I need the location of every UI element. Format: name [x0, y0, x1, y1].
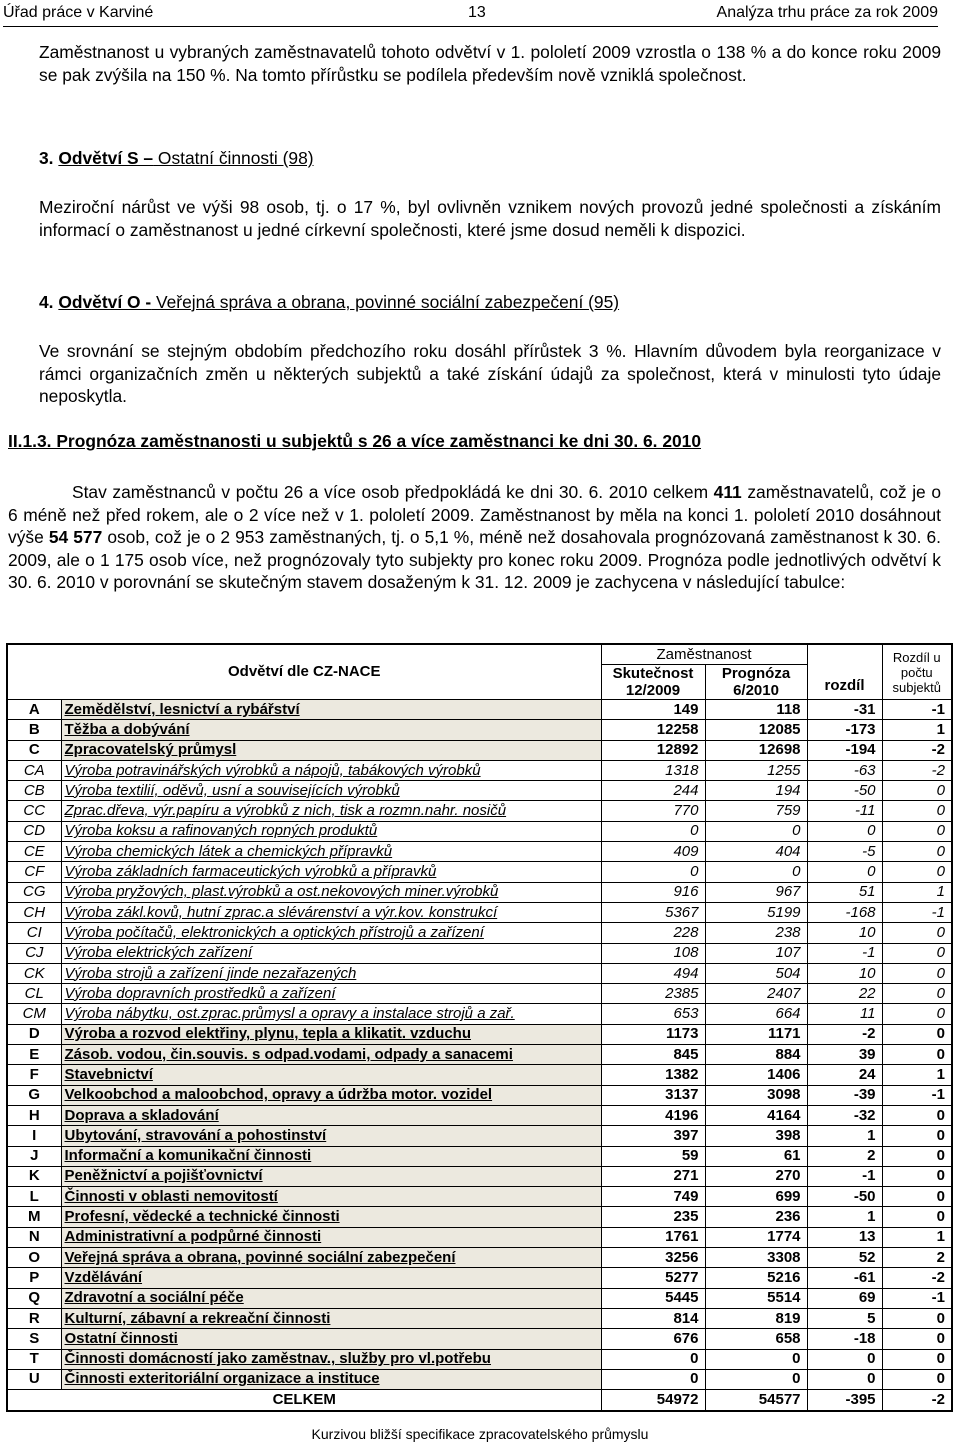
- table-row: [7, 1187, 952, 1207]
- row-sector-name: Ubytování, stravování a pohostinství: [61, 1126, 601, 1146]
- row-actual: 235: [601, 1207, 705, 1227]
- table-row: [7, 720, 952, 740]
- row-difference: -50: [807, 781, 882, 801]
- row-actual: 59: [601, 1146, 705, 1166]
- table-row: [7, 1004, 952, 1024]
- row-sector-name: Kulturní, zábavní a rekreační činnosti: [61, 1308, 601, 1328]
- table-row: [7, 1207, 952, 1227]
- row-sector-name: Výroba koksu a rafinovaných ropných produktů: [61, 821, 601, 841]
- row-actual: 5277: [601, 1268, 705, 1288]
- row-forecast: 884: [705, 1045, 807, 1065]
- row-code: N: [7, 1227, 61, 1247]
- row-actual: 3256: [601, 1248, 705, 1268]
- row-code: J: [7, 1146, 61, 1166]
- row-subject-difference: 0: [882, 1146, 952, 1166]
- row-forecast: 238: [705, 923, 807, 943]
- row-sector-name: Výroba zákl.kovů, hutní zprac.a slévárenství a výr.kov. konstrukcí: [61, 902, 601, 922]
- table-row: [7, 923, 952, 943]
- row-actual: 397: [601, 1126, 705, 1146]
- row-difference: -2: [807, 1024, 882, 1044]
- row-actual: 228: [601, 923, 705, 943]
- row-difference: -32: [807, 1105, 882, 1125]
- row-actual: 0: [601, 862, 705, 882]
- row-forecast: 404: [705, 842, 807, 862]
- row-code: L: [7, 1187, 61, 1207]
- row-code: CI: [7, 923, 61, 943]
- row-code: CA: [7, 760, 61, 780]
- row-code: T: [7, 1349, 61, 1369]
- row-actual: 0: [601, 821, 705, 841]
- table-row: [7, 1045, 952, 1065]
- row-subject-difference: 0: [882, 1329, 952, 1349]
- row-forecast: 12085: [705, 720, 807, 740]
- row-code: K: [7, 1166, 61, 1186]
- table-row: [7, 842, 952, 862]
- row-subject-difference: 0: [882, 801, 952, 821]
- row-difference: -31: [807, 700, 882, 720]
- row-code: P: [7, 1268, 61, 1288]
- row-forecast: 236: [705, 1207, 807, 1227]
- row-code: G: [7, 1085, 61, 1105]
- table-row: [7, 1065, 952, 1085]
- row-code: R: [7, 1308, 61, 1328]
- row-code: CC: [7, 801, 61, 821]
- row-actual: 1761: [601, 1227, 705, 1247]
- row-subject-difference: 0: [882, 1207, 952, 1227]
- row-code: F: [7, 1065, 61, 1085]
- row-forecast: 664: [705, 1004, 807, 1024]
- row-difference: -194: [807, 740, 882, 760]
- table-row: [7, 1329, 952, 1349]
- table-row: [7, 1227, 952, 1247]
- total-difference: -395: [807, 1390, 882, 1412]
- table-row: [7, 1248, 952, 1268]
- row-difference: 13: [807, 1227, 882, 1247]
- row-sector-name: Těžba a dobývání: [61, 720, 601, 740]
- table-row: [7, 963, 952, 983]
- row-forecast: 0: [705, 862, 807, 882]
- row-actual: 749: [601, 1187, 705, 1207]
- row-subject-difference: 0: [882, 1126, 952, 1146]
- row-forecast: 270: [705, 1166, 807, 1186]
- header-actual: Skutečnost 12/2009: [601, 665, 705, 700]
- table-total-row: [7, 1390, 952, 1412]
- row-code: CH: [7, 902, 61, 922]
- row-forecast: 759: [705, 801, 807, 821]
- row-sector-name: Výroba pryžových, plast.výrobků a ost.nekovových miner.výrobků: [61, 882, 601, 902]
- row-subject-difference: 0: [882, 963, 952, 983]
- row-difference: 39: [807, 1045, 882, 1065]
- row-sector-name: Výroba počítačů, elektronických a optických přístrojů a zařízení: [61, 923, 601, 943]
- row-subject-difference: 0: [882, 1024, 952, 1044]
- paragraph-employment-growth: Zaměstnanost u vybraných zaměstnavatelů tohoto odvětví v 1. pololetí 2009 vzrostla o 138 % a do konce roku 2009 se pak zvýšila na 150 %. Na tomto přírůstku se podílela především nově vzniklá společnost.: [39, 42, 941, 85]
- table-row: [7, 801, 952, 821]
- row-sector-name: Výroba nábytku, ost.zprac.průmysl a opravy a instalace strojů a zař.: [61, 1004, 601, 1024]
- row-actual: 1318: [601, 760, 705, 780]
- page-header: [3, 4, 938, 27]
- row-actual: 676: [601, 1329, 705, 1349]
- row-sector-name: Ostatní činnosti: [61, 1329, 601, 1349]
- row-forecast: 61: [705, 1146, 807, 1166]
- table-row: [7, 1268, 952, 1288]
- row-forecast: 4164: [705, 1105, 807, 1125]
- row-subject-difference: -1: [882, 1288, 952, 1308]
- row-difference: 0: [807, 1369, 882, 1389]
- row-subject-difference: 0: [882, 1187, 952, 1207]
- total-subjects: -2: [882, 1390, 952, 1412]
- row-forecast: 5216: [705, 1268, 807, 1288]
- row-actual: 814: [601, 1308, 705, 1328]
- row-subject-difference: 0: [882, 1166, 952, 1186]
- row-sector-name: Velkoobchod a maloobchod, opravy a údržba motor. vozidel: [61, 1085, 601, 1105]
- row-sector-name: Vzdělávání: [61, 1268, 601, 1288]
- row-forecast: 194: [705, 781, 807, 801]
- row-actual: 1173: [601, 1024, 705, 1044]
- row-forecast: 2407: [705, 984, 807, 1004]
- row-subject-difference: 0: [882, 1045, 952, 1065]
- row-code: B: [7, 720, 61, 740]
- row-sector-name: Zásob. vodou, čin.souvis. s odpad.vodami, odpady a sanacemi: [61, 1045, 601, 1065]
- row-difference: 24: [807, 1065, 882, 1085]
- row-difference: 2: [807, 1146, 882, 1166]
- row-difference: 0: [807, 1349, 882, 1369]
- row-sector-name: Administrativní a podpůrné činnosti: [61, 1227, 601, 1247]
- row-actual: 12258: [601, 720, 705, 740]
- table-row: [7, 902, 952, 922]
- row-subject-difference: 1: [882, 1065, 952, 1085]
- row-forecast: 0: [705, 1369, 807, 1389]
- row-forecast: 504: [705, 963, 807, 983]
- row-forecast: 1406: [705, 1065, 807, 1085]
- table-row: [7, 760, 952, 780]
- row-difference: 1: [807, 1207, 882, 1227]
- header-sector: Odvětví dle CZ-NACE: [7, 644, 601, 700]
- row-difference: -63: [807, 760, 882, 780]
- row-sector-name: Zprac.dřeva, výr.papíru a výrobků z nich, tisk a rozmn.nahr. nosičů: [61, 801, 601, 821]
- row-subject-difference: -1: [882, 902, 952, 922]
- row-difference: -5: [807, 842, 882, 862]
- table-row: [7, 781, 952, 801]
- row-sector-name: Výroba textilií, oděvů, usní a souvisejících výrobků: [61, 781, 601, 801]
- row-subject-difference: 0: [882, 1105, 952, 1125]
- row-subject-difference: 1: [882, 882, 952, 902]
- row-code: CE: [7, 842, 61, 862]
- row-code: I: [7, 1126, 61, 1146]
- row-code: D: [7, 1024, 61, 1044]
- row-code: E: [7, 1045, 61, 1065]
- header-subject-difference: Rozdíl u počtu subjektů: [882, 644, 952, 700]
- row-sector-name: Informační a komunikační činnosti: [61, 1146, 601, 1166]
- header-difference: rozdíl: [807, 644, 882, 700]
- row-sector-name: Činnosti v oblasti nemovitostí: [61, 1187, 601, 1207]
- row-subject-difference: 0: [882, 1004, 952, 1024]
- paragraph-sector-o: Ve srovnání se stejným obdobím předchozího roku dosáhl přírůstek 3 %. Hlavním důvodem byla reorganizace v rámci organizačních změn u některých subjektů a také získání údajů za společnost, která v minulosti tyto údaje neposkytla.: [39, 341, 941, 406]
- row-sector-name: Zemědělství, lesnictví a rybářství: [61, 700, 601, 720]
- row-difference: 5: [807, 1308, 882, 1328]
- row-subject-difference: -1: [882, 700, 952, 720]
- row-code: H: [7, 1105, 61, 1125]
- row-forecast: 1255: [705, 760, 807, 780]
- row-sector-name: Výroba dopravních prostředků a zařízení: [61, 984, 601, 1004]
- row-actual: 2385: [601, 984, 705, 1004]
- row-code: CG: [7, 882, 61, 902]
- row-code: Q: [7, 1288, 61, 1308]
- row-forecast: 699: [705, 1187, 807, 1207]
- row-subject-difference: -1: [882, 1085, 952, 1105]
- row-sector-name: Stavebnictví: [61, 1065, 601, 1085]
- row-subject-difference: 0: [882, 923, 952, 943]
- row-subject-difference: 2: [882, 1248, 952, 1268]
- row-subject-difference: 0: [882, 984, 952, 1004]
- row-code: CF: [7, 862, 61, 882]
- row-forecast: 819: [705, 1308, 807, 1328]
- row-forecast: 0: [705, 821, 807, 841]
- row-forecast: 5514: [705, 1288, 807, 1308]
- header-page-number: 13: [468, 4, 486, 21]
- header-office: Úřad práce v Karviné: [3, 4, 154, 21]
- row-difference: -61: [807, 1268, 882, 1288]
- row-forecast: 398: [705, 1126, 807, 1146]
- row-forecast: 3098: [705, 1085, 807, 1105]
- row-actual: 12892: [601, 740, 705, 760]
- header-forecast: Prognóza 6/2010: [705, 665, 807, 700]
- row-sector-name: Doprava a skladování: [61, 1105, 601, 1125]
- row-difference: -173: [807, 720, 882, 740]
- row-forecast: 3308: [705, 1248, 807, 1268]
- row-subject-difference: 0: [882, 862, 952, 882]
- table-row: [7, 1146, 952, 1166]
- row-sector-name: Výroba a rozvod elektřiny, plynu, tepla a klikatit. vzduchu: [61, 1024, 601, 1044]
- table-row: [7, 862, 952, 882]
- row-actual: 271: [601, 1166, 705, 1186]
- table-row: [7, 1369, 952, 1389]
- row-subject-difference: -2: [882, 740, 952, 760]
- row-subject-difference: 1: [882, 720, 952, 740]
- row-code: CM: [7, 1004, 61, 1024]
- row-difference: 1: [807, 1126, 882, 1146]
- table-row: [7, 1024, 952, 1044]
- table-row: [7, 700, 952, 720]
- row-actual: 4196: [601, 1105, 705, 1125]
- row-subject-difference: 0: [882, 1308, 952, 1328]
- row-actual: 3137: [601, 1085, 705, 1105]
- row-difference: 10: [807, 923, 882, 943]
- total-actual: 54972: [601, 1390, 705, 1412]
- row-actual: 149: [601, 700, 705, 720]
- row-subject-difference: 0: [882, 1349, 952, 1369]
- table-row: [7, 740, 952, 760]
- row-sector-name: Zpracovatelský průmysl: [61, 740, 601, 760]
- row-code: C: [7, 740, 61, 760]
- table-body: [7, 700, 952, 1390]
- row-subject-difference: 0: [882, 821, 952, 841]
- row-sector-name: Zdravotní a sociální péče: [61, 1288, 601, 1308]
- paragraph-sector-s: Meziroční nárůst ve výši 98 osob, tj. o 17 %, byl ovlivněn vznikem nových provozů jedné společnosti a získáním informací o zaměstnanost u jedné církevní společnosti, které jsme dosud neměli k dispozici.: [39, 197, 941, 240]
- total-label: CELKEM: [7, 1390, 601, 1412]
- row-subject-difference: 0: [882, 943, 952, 963]
- paragraph-forecast: Stav zaměstnanců v počtu 26 a více osob předpokládá ke dni 30. 6. 2010 celkem 411 zaměstnavatelů, což je o 6 méně než před rokem, ale o 2 více než v 1. pololetí 2009. Zaměstnanost by měla na konci 1. pololetí 2010 dosáhnout výše 54 577 osob, což je o 2 953 zaměstnaných, tj. o 5,1 %, méně než dosahovala prognózovaná zaměstnanost k 30. 6. 2009, ale o 1 175 osob více, než prognózovaly tyto subjekty pro konec roku 2009. Prognóza podle jednotlivých odvětví k 30. 6. 2010 v porovnání se skutečným stavem dosaženým k 31. 12. 2009 je zachycena v následující tabulce:: [8, 482, 941, 592]
- row-actual: 0: [601, 1369, 705, 1389]
- row-forecast: 967: [705, 882, 807, 902]
- table-footnote: Kurzivou bližší specifikace zpracovatelského průmyslu: [311, 1426, 649, 1442]
- row-sector-name: Výroba elektrických zařízení: [61, 943, 601, 963]
- row-forecast: 118: [705, 700, 807, 720]
- table-row: [7, 821, 952, 841]
- section-3-heading: 3. Odvětví S – Ostatní činnosti (98): [39, 148, 314, 168]
- row-difference: 69: [807, 1288, 882, 1308]
- row-forecast: 12698: [705, 740, 807, 760]
- table-row: [7, 943, 952, 963]
- row-difference: -50: [807, 1187, 882, 1207]
- row-sector-name: Výroba strojů a zařízení jinde nezařazených: [61, 963, 601, 983]
- table-row: [7, 1085, 952, 1105]
- table-row: [7, 882, 952, 902]
- row-actual: 845: [601, 1045, 705, 1065]
- row-subject-difference: 0: [882, 781, 952, 801]
- row-actual: 916: [601, 882, 705, 902]
- row-code: O: [7, 1248, 61, 1268]
- row-forecast: 1171: [705, 1024, 807, 1044]
- row-actual: 653: [601, 1004, 705, 1024]
- row-difference: 11: [807, 1004, 882, 1024]
- row-code: M: [7, 1207, 61, 1227]
- row-code: CD: [7, 821, 61, 841]
- row-code: CL: [7, 984, 61, 1004]
- row-subject-difference: 0: [882, 1369, 952, 1389]
- row-actual: 1382: [601, 1065, 705, 1085]
- row-forecast: 1774: [705, 1227, 807, 1247]
- row-difference: -39: [807, 1085, 882, 1105]
- row-subject-difference: -2: [882, 760, 952, 780]
- row-difference: -1: [807, 943, 882, 963]
- row-difference: 0: [807, 821, 882, 841]
- row-actual: 409: [601, 842, 705, 862]
- row-difference: -18: [807, 1329, 882, 1349]
- table-row: [7, 984, 952, 1004]
- table-row: [7, 1349, 952, 1369]
- row-actual: 108: [601, 943, 705, 963]
- row-actual: 5445: [601, 1288, 705, 1308]
- row-actual: 494: [601, 963, 705, 983]
- row-actual: 244: [601, 781, 705, 801]
- row-difference: -1: [807, 1166, 882, 1186]
- row-difference: 51: [807, 882, 882, 902]
- table-row: [7, 1105, 952, 1125]
- row-sector-name: Peněžnictví a pojišťovnictví: [61, 1166, 601, 1186]
- row-forecast: 107: [705, 943, 807, 963]
- row-sector-name: Výroba potravinářských výrobků a nápojů, tabákových výrobků: [61, 760, 601, 780]
- forecast-table: [6, 643, 953, 1412]
- row-difference: -11: [807, 801, 882, 821]
- row-sector-name: Výroba chemických látek a chemických přípravků: [61, 842, 601, 862]
- row-code: S: [7, 1329, 61, 1349]
- row-actual: 770: [601, 801, 705, 821]
- row-forecast: 5199: [705, 902, 807, 922]
- table-row: [7, 1288, 952, 1308]
- row-subject-difference: 0: [882, 842, 952, 862]
- row-subject-difference: 1: [882, 1227, 952, 1247]
- row-sector-name: Činnosti exteritoriální organizace a instituce: [61, 1369, 601, 1389]
- row-sector-name: Činnosti domácností jako zaměstnav., služby pro vl.potřebu: [61, 1349, 601, 1369]
- row-difference: -168: [807, 902, 882, 922]
- row-code: U: [7, 1369, 61, 1389]
- row-difference: 22: [807, 984, 882, 1004]
- total-forecast: 54577: [705, 1390, 807, 1412]
- table-row: [7, 1166, 952, 1186]
- row-difference: 52: [807, 1248, 882, 1268]
- row-actual: 0: [601, 1349, 705, 1369]
- row-sector-name: Veřejná správa a obrana, povinné sociální zabezpečení: [61, 1248, 601, 1268]
- row-sector-name: Profesní, vědecké a technické činnosti: [61, 1207, 601, 1227]
- row-subject-difference: -2: [882, 1268, 952, 1288]
- header-employment: Zaměstnanost: [601, 644, 807, 665]
- row-difference: 10: [807, 963, 882, 983]
- row-code: CJ: [7, 943, 61, 963]
- table-row: [7, 1308, 952, 1328]
- table-row: [7, 1126, 952, 1146]
- row-forecast: 0: [705, 1349, 807, 1369]
- row-sector-name: Výroba základních farmaceutických výrobků a přípravků: [61, 862, 601, 882]
- row-code: A: [7, 700, 61, 720]
- row-code: CB: [7, 781, 61, 801]
- header-report-title: Analýza trhu práce za rok 2009: [716, 4, 938, 21]
- row-code: CK: [7, 963, 61, 983]
- row-forecast: 658: [705, 1329, 807, 1349]
- section-forecast-heading: II.1.3. Prognóza zaměstnanosti u subjektů s 26 a více zaměstnanci ke dni 30. 6. 2010: [8, 431, 702, 451]
- row-actual: 5367: [601, 902, 705, 922]
- section-4-heading: 4. Odvětví O - Veřejná správa a obrana, povinné sociální zabezpečení (95): [39, 292, 620, 312]
- row-difference: 0: [807, 862, 882, 882]
